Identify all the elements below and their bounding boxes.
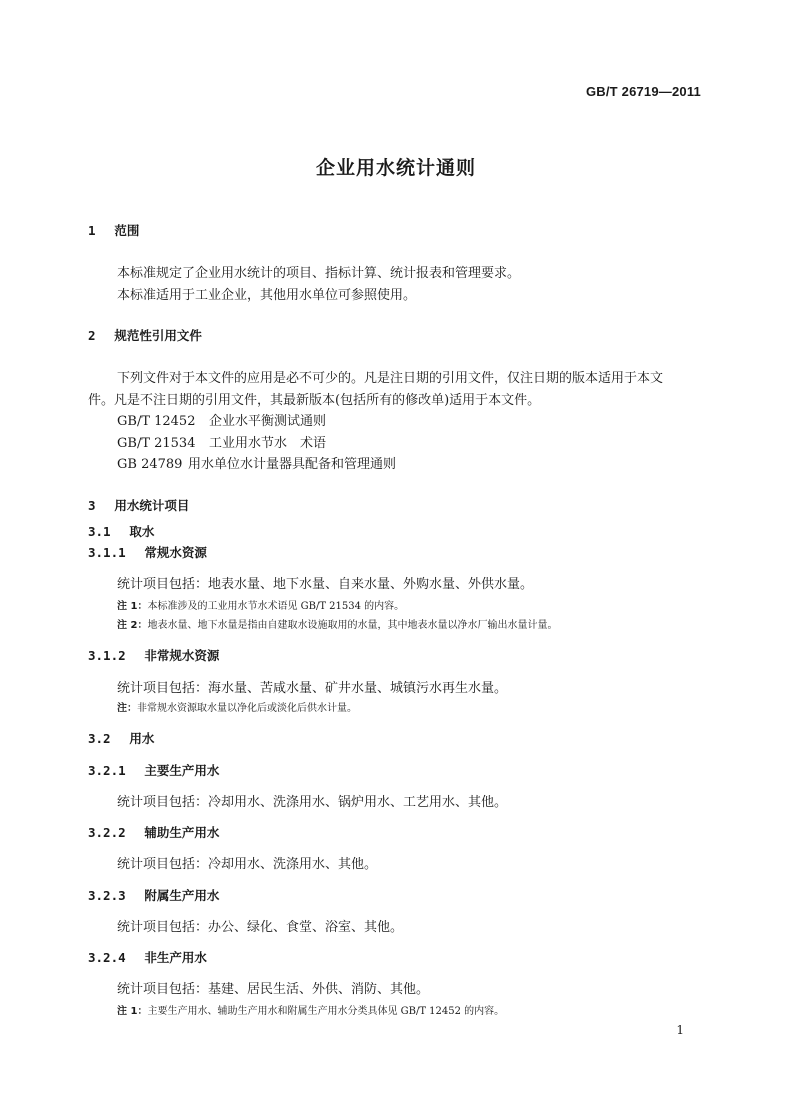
section-number: 3.1.2 [88,648,126,663]
section-number: 2 [88,328,96,343]
reference-code: GB/T 21534 [117,436,196,451]
reference-code: GB/T 12452 [117,414,196,429]
section-heading-3-2-4 [88,948,207,966]
paragraph-3-2-4: 统计项目包括：基建、居民生活、外供、消防、其他。 [117,982,430,997]
note-3-1-1-b [117,616,557,631]
section-number: 3.2.3 [88,888,126,903]
section-heading-3-1-2 [88,646,219,664]
section-number: 1 [88,223,96,238]
section-title: 用水 [129,731,155,746]
section-title: 规范性引用文件 [114,328,202,343]
section-heading-1 [88,221,139,239]
section-number: 3.1.1 [88,545,126,560]
reference-title: 企业水平衡测试通则 [209,414,327,429]
section-number: 3.2 [88,731,111,746]
section-title: 取水 [129,524,155,539]
paragraph-scope-1: 本标准规定了企业用水统计的项目、指标计算、统计报表和管理要求。 [117,266,521,281]
section-number: 3.2.4 [88,950,126,965]
page-number: 1 [676,1023,684,1037]
note-label: 注 1： [117,601,148,612]
note-3-1-2 [117,699,357,714]
reference-item [117,410,326,429]
section-heading-3-1-1 [88,543,207,561]
section-title: 主要生产用水 [144,763,220,778]
section-heading-3-2-2 [88,823,219,841]
note-label: 注： [117,703,137,714]
reference-title: 用水单位水计量器具配备和管理通则 [188,457,397,472]
section-title: 附属生产用水 [144,888,220,903]
paragraph-refs-intro-2: 件。凡是不注日期的引用文件，其最新版本(包括所有的修改单)适用于本文件。 [88,393,541,408]
note-text: 本标准涉及的工业用水节水术语见 GB/T 21534 的内容。 [147,601,405,612]
paragraph-3-2-2: 统计项目包括：冷却用水、洗涤用水、其他。 [117,857,378,872]
section-number: 3.2.1 [88,763,126,778]
note-text: 地表水量、地下水量是指由自建取水设施取用的水量，其中地表水量以净水厂输出水量计量。 [147,620,558,631]
paragraph-3-2-1: 统计项目包括：冷却用水、洗涤用水、锅炉用水、工艺用水、其他。 [117,795,508,810]
note-label: 注 2： [117,620,148,631]
section-title: 辅助生产用水 [144,825,220,840]
reference-item [117,432,326,451]
section-heading-3-2 [88,729,154,747]
note-3-1-1-a [117,597,404,612]
section-number: 3 [88,498,96,513]
section-heading-3-2-1 [88,761,219,779]
note-label: 注 1： [117,1006,148,1017]
section-heading-3-2-3 [88,886,219,904]
section-number: 3.2.2 [88,825,126,840]
note-text: 非常规水资源取水量以净化后或淡化后供水计量。 [137,703,357,714]
section-title: 非生产用水 [144,950,207,965]
section-title: 常规水资源 [144,545,207,560]
section-heading-3 [88,496,189,514]
section-heading-3-1 [88,522,154,540]
standard-code: GB/T 26719—2011 [585,84,701,99]
section-title: 用水统计项目 [114,498,190,513]
section-number: 3.1 [88,524,111,539]
section-title: 非常规水资源 [144,648,220,663]
reference-code: GB 24789 [117,457,183,472]
section-heading-2 [88,326,202,344]
paragraph-3-1-1: 统计项目包括：地表水量、地下水量、自来水量、外购水量、外供水量。 [117,577,534,592]
paragraph-3-2-3: 统计项目包括：办公、绿化、食堂、浴室、其他。 [117,920,404,935]
paragraph-refs-intro-1: 下列文件对于本文件的应用是必不可少的。凡是注日期的引用文件，仅注日期的版本适用于本文 [117,371,664,386]
document-title: 企业用水统计通则 [315,157,476,179]
reference-item [117,453,396,472]
paragraph-scope-2: 本标准适用于工业企业，其他用水单位可参照使用。 [117,288,417,303]
paragraph-3-1-2: 统计项目包括：海水量、苦咸水量、矿井水量、城镇污水再生水量。 [117,681,508,696]
note-3-2-4 [117,1002,504,1017]
note-text: 主要生产用水、辅助生产用水和附属生产用水分类具体见 GB/T 12452 的内容。 [147,1006,505,1017]
reference-title: 工业用水节水 术语 [209,436,327,451]
section-title: 范围 [114,223,140,238]
